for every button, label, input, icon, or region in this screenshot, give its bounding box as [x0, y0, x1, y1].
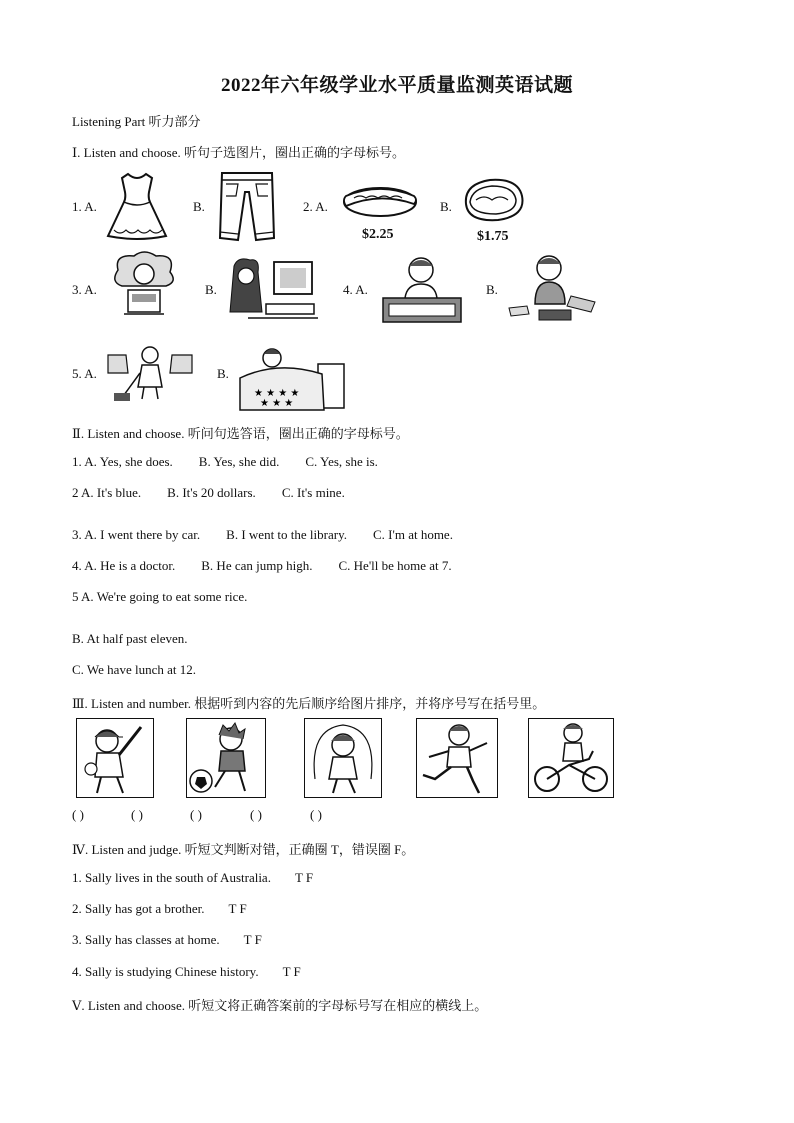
q4-label-a: 4. A. — [343, 282, 368, 297]
price-a: $2.25 — [362, 227, 394, 242]
section4-heading: Ⅳ. Listen and judge. 听短文判断对错，正确圈 T，错误圈 F。 — [72, 842, 415, 857]
judge-item-4: 4. Sally is studying Chinese history. T F — [72, 964, 301, 979]
section3-heading: Ⅲ. Listen and number. 根据听到内容的先后顺序给图片排序，并将序号写在括号里。 — [72, 696, 546, 711]
judge-item-3: 3. Sally has classes at home. T F — [72, 932, 262, 947]
judge-item-1: 1. Sally lives in the south of Australia. T F — [72, 870, 314, 885]
girl-in-bed-picture — [238, 340, 348, 412]
answer-paren-3[interactable]: ( ) — [190, 807, 202, 822]
q5-label-b: B. — [217, 366, 229, 381]
judge-item-2: 2. Sally has got a brother. T F — [72, 901, 247, 916]
answer-paren-5[interactable]: ( ) — [310, 807, 322, 822]
boy-with-books-picture — [505, 252, 603, 326]
q2-label-a: 2. A. — [303, 199, 328, 214]
true-false-choice[interactable]: T F — [294, 870, 314, 885]
hotdog-b-picture — [460, 174, 528, 224]
q3-label-a: 3. A. — [72, 282, 97, 297]
true-false-choice[interactable]: T F — [282, 964, 301, 979]
true-false-choice[interactable]: T F — [243, 932, 262, 947]
section2-q4: 4. A. He is a doctor. B. He can jump high. C. He'll be home at 7. — [72, 558, 452, 573]
q4-label-b: B. — [486, 282, 498, 297]
section2-q2: 2 A. It's blue. B. It's 20 dollars. C. It's mine. — [72, 485, 345, 500]
true-false-choice[interactable]: T F — [228, 901, 247, 916]
section2-q5-option-b: B. At half past eleven. — [72, 631, 188, 646]
page-title: 2022年六年级学业水平质量监测英语试题 — [220, 75, 573, 96]
skipping-picture — [304, 718, 382, 798]
section2-q5: 5 A. We're going to eat some rice. — [72, 589, 248, 604]
answer-paren-1[interactable]: ( ) — [72, 807, 84, 822]
trousers-picture — [218, 170, 276, 244]
section1-heading: Ⅰ. Listen and choose. 听句子选图片，圈出正确的字母标号。 — [72, 145, 405, 160]
girl-computer-picture — [228, 256, 320, 324]
girl-typing-picture — [104, 250, 184, 324]
running-picture — [416, 718, 498, 798]
q3-label-b: B. — [205, 282, 217, 297]
section5-heading: Ⅴ. Listen and choose. 听短文将正确答案前的字母标号写在相应的横线上。 — [72, 998, 488, 1013]
q1-label-b: B. — [193, 199, 205, 214]
cycling-picture — [528, 718, 614, 798]
q1-label-a: 1. A. — [72, 199, 97, 214]
answer-paren-4[interactable]: ( ) — [250, 807, 262, 822]
q2-label-b: B. — [440, 199, 452, 214]
hotdog-a-picture — [340, 176, 420, 222]
section2-q1: 1. A. Yes, she does. B. Yes, she did. C. Yes, she is. — [72, 454, 378, 469]
girl-vacuuming-picture — [104, 343, 196, 403]
q5-label-a: 5. A. — [72, 366, 97, 381]
boy-at-desk-picture — [381, 254, 463, 324]
answer-paren-2[interactable]: ( ) — [131, 807, 143, 822]
dress-picture — [104, 170, 170, 242]
svg-text:★ ★ ★: ★ ★ ★ — [260, 398, 294, 409]
svg-text:★ ★ ★ ★: ★ ★ ★ ★ — [254, 388, 300, 399]
price-b: $1.75 — [477, 229, 509, 244]
section2-heading: Ⅱ. Listen and choose. 听问句选答语，圈出正确的字母标号。 — [72, 426, 409, 441]
baseball-picture — [76, 718, 154, 798]
section2-q3: 3. A. I went there by car. B. I went to the library. C. I'm at home. — [72, 527, 453, 542]
listening-part-heading: Listening Part 听力部分 — [72, 114, 201, 129]
section2-q5-option-c: C. We have lunch at 12. — [72, 662, 196, 677]
football-picture — [186, 718, 266, 798]
